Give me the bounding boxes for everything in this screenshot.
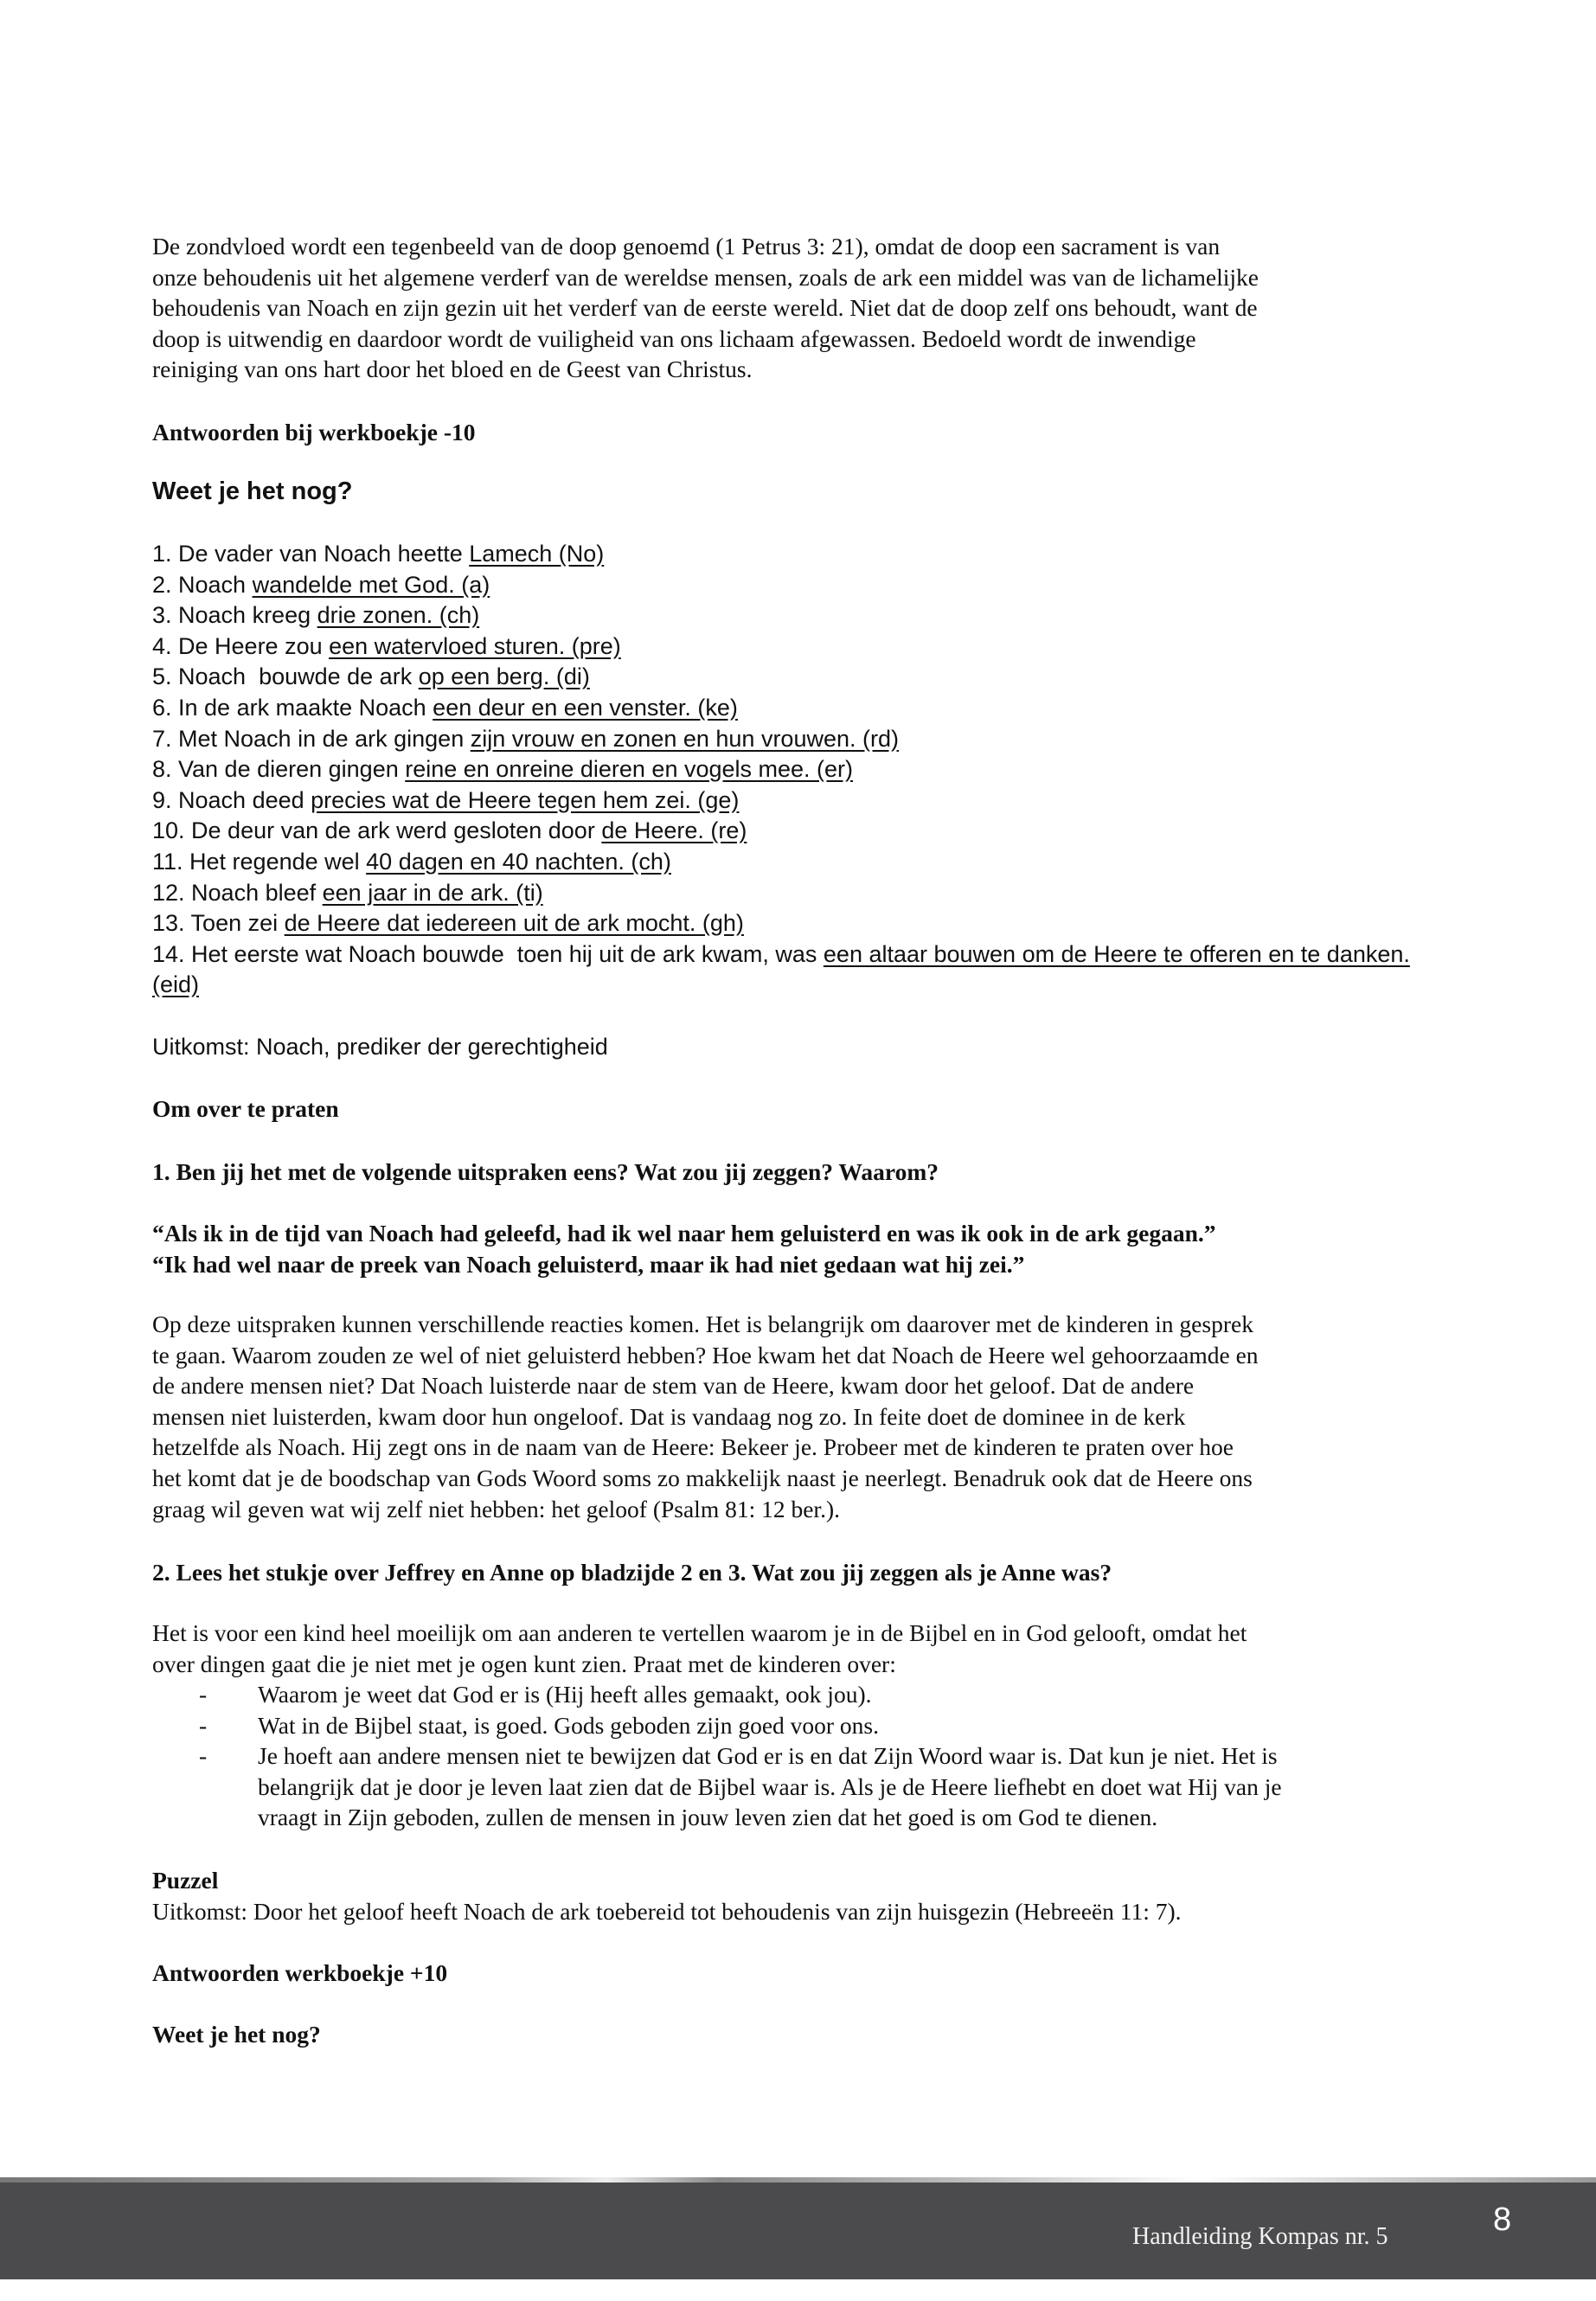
text-line: belangrijk dat je door je leven laat zien dat de Bijbel waar is. Als je de Heere liefhebt en doet wat Hij van je: [258, 1772, 1282, 1800]
bullet-item: [152, 1679, 1415, 1710]
text-line: behoudenis van Noach en zijn gezin uit het verderf van de eerste wereld. Niet dat de doop zelf ons behoudt, want de: [152, 294, 1258, 322]
answer-item: [152, 693, 1415, 724]
answer-item: [152, 662, 1415, 693]
heading-puzzel: Puzzel: [152, 1867, 219, 1894]
text-line: over dingen gaat die je niet met je ogen kunt zien. Praat met de kinderen over:: [152, 1650, 896, 1677]
explanation-paragraph: [152, 1618, 1415, 1679]
answer-underlined: een watervloed sturen. (pre): [329, 632, 621, 659]
bullet-dash: -: [199, 1681, 208, 1708]
answer-item: [152, 939, 1415, 1001]
text-line: Wat in de Bijbel staat, is goed. Gods geboden zijn goed voor ons.: [258, 1711, 880, 1739]
answer-question: 12. Noach bleef: [152, 879, 323, 906]
answer-underlined: op een berg. (di): [418, 663, 590, 690]
discussion-paragraph: [152, 1309, 1415, 1524]
answer-question: 3. Noach kreeg: [152, 602, 317, 629]
question-1: 1. Ben jij het met de volgende uitspraken eens? Wat zou jij zeggen? Waarom?: [152, 1158, 939, 1185]
answer-question: 10. De deur van de ark werd gesloten door: [152, 817, 602, 844]
text-line: hetzelfde als Noach. Hij zegt ons in de naam van de Heere: Bekeer je. Probeer met de kinderen te praten over hoe: [152, 1433, 1234, 1461]
text-line: Waarom je weet dat God er is (Hij heeft alles gemaakt, ook jou).: [258, 1681, 872, 1708]
text-line: graag wil geven wat wij zelf niet hebben: het geloof (Psalm 81: 12 ber.).: [152, 1495, 840, 1522]
heading-om-over-te-praten: Om over te praten: [152, 1095, 339, 1122]
answer-item: [152, 816, 1415, 847]
heading-werkboekje-min10: Antwoorden bij werkboekje -10: [152, 419, 476, 445]
bullet-dash: -: [199, 1742, 208, 1770]
answer-question: 14. Het eerste wat Noach bouwde toen hij uit de ark kwam, was: [152, 940, 824, 967]
answer-item: [152, 600, 1415, 631]
answer-question: 9. Noach deed: [152, 786, 311, 813]
answer-question: 6. In de ark maakte Noach: [152, 694, 433, 721]
bullet-item: [152, 1710, 1415, 1741]
answer-underlined: de Heere dat iedereen uit de ark mocht. (gh): [284, 910, 744, 937]
answer-underlined: Lamech (No): [469, 541, 605, 567]
text-line: doop is uitwendig en daardoor wordt de vuiligheid van ons lichaam afgewassen. Bedoeld wordt de inwendige: [152, 324, 1196, 352]
answer-item: [152, 754, 1415, 785]
page-number: 8: [1493, 2202, 1512, 2238]
answer-question: 1. De vader van Noach heette: [152, 541, 470, 567]
answer-item: [152, 785, 1415, 817]
answer-question: 7. Met Noach in de ark gingen: [152, 725, 471, 752]
answer-underlined: 40 dagen en 40 nachten. (ch): [366, 848, 671, 875]
answer-underlined: een altaar bouwen om de Heere te offeren en te danken.(eid): [152, 940, 1410, 998]
quote-2: “Ik had wel naar de preek van Noach geluisterd, maar ik had niet gedaan wat hij zei.”: [152, 1250, 1025, 1278]
uitkomst-text: Uitkomst: Noach, prediker der gerechtigheid: [152, 1034, 608, 1060]
quote-1: “Als ik in de tijd van Noach had geleefd, had ik wel naar hem geluisterd en was ik ook in de ark gegaan.”: [152, 1220, 1216, 1247]
answer-underlined: wandelde met God. (a): [252, 571, 490, 598]
answer-question: 8. Van de dieren gingen: [152, 756, 406, 783]
text-line: de andere mensen niet? Dat Noach luisterde naar de stem van de Heere, kwam door het geloof. Dat de andere: [152, 1372, 1195, 1400]
answer-list: [152, 539, 1415, 1001]
text-line: mensen niet luisterden, kwam door hun ongeloof. Dat is vandaag nog zo. In feite doet de dominee in de kerk: [152, 1402, 1186, 1430]
bullet-item: [152, 1740, 1415, 1833]
puzzel-uitkomst: Uitkomst: Door het geloof heeft Noach de ark toebereid tot behoudenis van zijn huisgezin (Hebreeën 11: 7).: [152, 1898, 1182, 1925]
text-line: Op deze uitspraken kunnen verschillende reacties komen. Het is belangrijk om daarover met de kinderen in gesprek: [152, 1311, 1253, 1337]
answer-item: [152, 724, 1415, 755]
answer-question: 4. De Heere zou: [152, 632, 330, 659]
text-line: Het is voor een kind heel moeilijk om aan anderen te vertellen waarom je in de Bijbel en in God gelooft, omdat het: [152, 1619, 1247, 1646]
text-line: onze behoudenis uit het algemene verderf van de wereldse mensen, zoals de ark een middel was van de lichamelijke: [152, 263, 1259, 291]
heading-weet-je-het-nog-2: Weet je het nog?: [152, 2021, 321, 2048]
text-line: De zondvloed wordt een tegenbeeld van de doop genoemd (1 Petrus 3: 21), omdat de doop een sacrament is van: [152, 233, 1221, 260]
text-line: vraagt in Zijn geboden, zullen de mensen in jouw leven zien dat het goed is om God te dienen.: [258, 1804, 1158, 1831]
bullet-list: [152, 1679, 1415, 1833]
footer-title: Handleiding Kompas nr. 5: [1132, 2223, 1388, 2250]
answer-underlined: reine en onreine dieren en vogels mee. (er): [405, 756, 854, 783]
text-line: reiniging van ons hart door het bloed en de Geest van Christus.: [152, 356, 753, 383]
answer-underlined: drie zonen. (ch): [317, 602, 480, 629]
answer-underlined: een deur en een venster. (ke): [433, 694, 738, 721]
intro-paragraph: [152, 231, 1415, 385]
text-line: Je hoeft aan andere mensen niet te bewijzen dat God er is en dat Zijn Woord waar is. Dat kun je niet. Het is: [258, 1742, 1278, 1770]
answer-item: [152, 631, 1415, 663]
question-2: 2. Lees het stukje over Jeffrey en Anne op bladzijde 2 en 3. Wat zou jij zeggen als je Anne was?: [152, 1559, 1112, 1586]
answer-item: [152, 539, 1415, 570]
answer-item: [152, 847, 1415, 878]
bullet-dash: -: [199, 1711, 208, 1739]
quotes: [152, 1218, 1415, 1279]
heading-werkboekje-plus10: Antwoorden werkboekje +10: [152, 1959, 448, 1986]
answer-question: 2. Noach: [152, 571, 253, 598]
answer-underlined: een jaar in de ark. (ti): [322, 879, 543, 906]
answer-item: [152, 570, 1415, 601]
text-line: het komt dat je de boodschap van Gods Woord soms zo makkelijk naast je neerlegt. Benadruk ook dat de Heere ons: [152, 1464, 1253, 1491]
heading-weet-je-het-nog: Weet je het nog?: [152, 478, 353, 505]
answer-question: 13. Toen zei: [152, 910, 285, 937]
answer-item: [152, 908, 1415, 939]
answer-question: 5. Noach bouwde de ark: [152, 663, 419, 690]
answer-item: [152, 878, 1415, 909]
answer-underlined: precies wat de Heere tegen hem zei. (ge): [311, 786, 740, 813]
text-line: te gaan. Waarom zouden ze wel of niet geluisterd hebben? Hoe kwam het dat Noach de Heere wel gehoorzaamde en: [152, 1341, 1259, 1368]
answer-question: 11. Het regende wel: [152, 848, 367, 875]
answer-underlined: zijn vrouw en zonen en hun vrouwen. (rd): [470, 725, 899, 752]
answer-underlined: de Heere. (re): [601, 817, 747, 844]
